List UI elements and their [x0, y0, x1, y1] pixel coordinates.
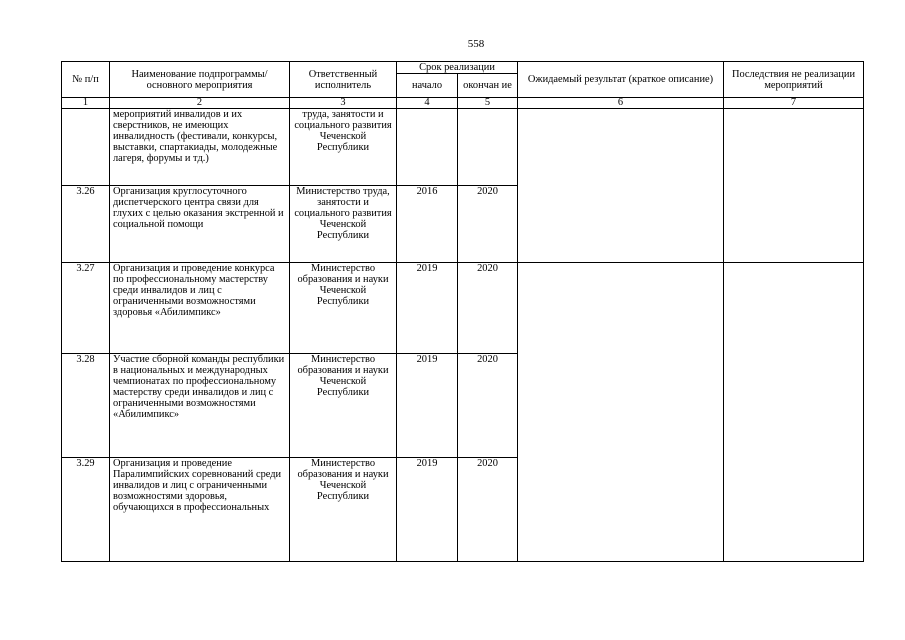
column-number: 1 — [62, 98, 110, 109]
header-executor: Ответственный исполнитель — [290, 62, 397, 98]
row-executor: Министерство образования и науки Чеченской Республики — [290, 354, 397, 458]
row-start: 2019 — [397, 263, 458, 354]
column-number: 7 — [724, 98, 864, 109]
row-end: 2020 — [458, 354, 518, 458]
header-consequences: Последствия не реализации мероприятий — [724, 62, 864, 98]
table-row — [62, 263, 864, 354]
row-executor: Министерство труда, занятости и социального развития Чеченской Республики — [290, 186, 397, 263]
row-name: Организация и проведение Паралимпийских соревнований среди инвалидов и лиц с ограниченными возможностями здоровья, обучающихся в профессиональных — [110, 458, 290, 562]
row-executor: Министерство образования и науки Чеченской Республики — [290, 263, 397, 354]
row-name: Участие сборной команды республики в национальных и международных чемпионатах по профессиональному мастерству среди инвалидов и лиц с ограниченными возможностями «Абилимпикс» — [110, 354, 290, 458]
row-number — [62, 109, 110, 186]
row-number: 3.29 — [62, 458, 110, 562]
header-period: Срок реализации — [397, 62, 518, 74]
header-number: № п/п — [62, 62, 110, 98]
row-executor: труда, занятости и социального развития Чеченской Республики — [290, 109, 397, 186]
expected-result-cell — [518, 109, 724, 263]
row-start: 2019 — [397, 354, 458, 458]
row-name: мероприятий инвалидов и их сверстников, не имеющих инвалидность (фестивали, конкурсы, выставки, спартакиады, молодежные лагеря, форумы и тд.) — [110, 109, 290, 186]
column-number: 2 — [110, 98, 290, 109]
row-end: 2020 — [458, 458, 518, 562]
row-end: 2020 — [458, 186, 518, 263]
consequences-cell — [724, 109, 864, 263]
header-expected-result: Ожидаемый результат (краткое описание) — [518, 62, 724, 98]
row-name: Организация и проведение конкурса по профессиональному мастерству среди инвалидов и лиц с ограниченными возможностями здоровья «Абилимпикс» — [110, 263, 290, 354]
table-row — [62, 109, 864, 186]
column-numbers-row — [62, 98, 864, 109]
row-name: Организация круглосуточного диспетчерского центра связи для глухих с целью оказания экстренной и социальной помощи — [110, 186, 290, 263]
consequences-cell — [724, 263, 864, 562]
header-name: Наименование подпрограммы/ основного мероприятия — [110, 62, 290, 98]
header-row-1 — [62, 62, 864, 74]
row-number: 3.26 — [62, 186, 110, 263]
measures-table — [61, 61, 864, 562]
row-end: 2020 — [458, 263, 518, 354]
header-end: окончан ие — [458, 74, 518, 98]
header-start: начало — [397, 74, 458, 98]
expected-result-cell — [518, 263, 724, 562]
column-number: 6 — [518, 98, 724, 109]
row-number: 3.28 — [62, 354, 110, 458]
column-number: 5 — [458, 98, 518, 109]
row-end — [458, 109, 518, 186]
row-number: 3.27 — [62, 263, 110, 354]
page-number: 558 — [467, 38, 485, 50]
row-start — [397, 109, 458, 186]
column-number: 4 — [397, 98, 458, 109]
row-start: 2019 — [397, 458, 458, 562]
row-start: 2016 — [397, 186, 458, 263]
column-number: 3 — [290, 98, 397, 109]
row-executor: Министерство образования и науки Чеченской Республики — [290, 458, 397, 562]
